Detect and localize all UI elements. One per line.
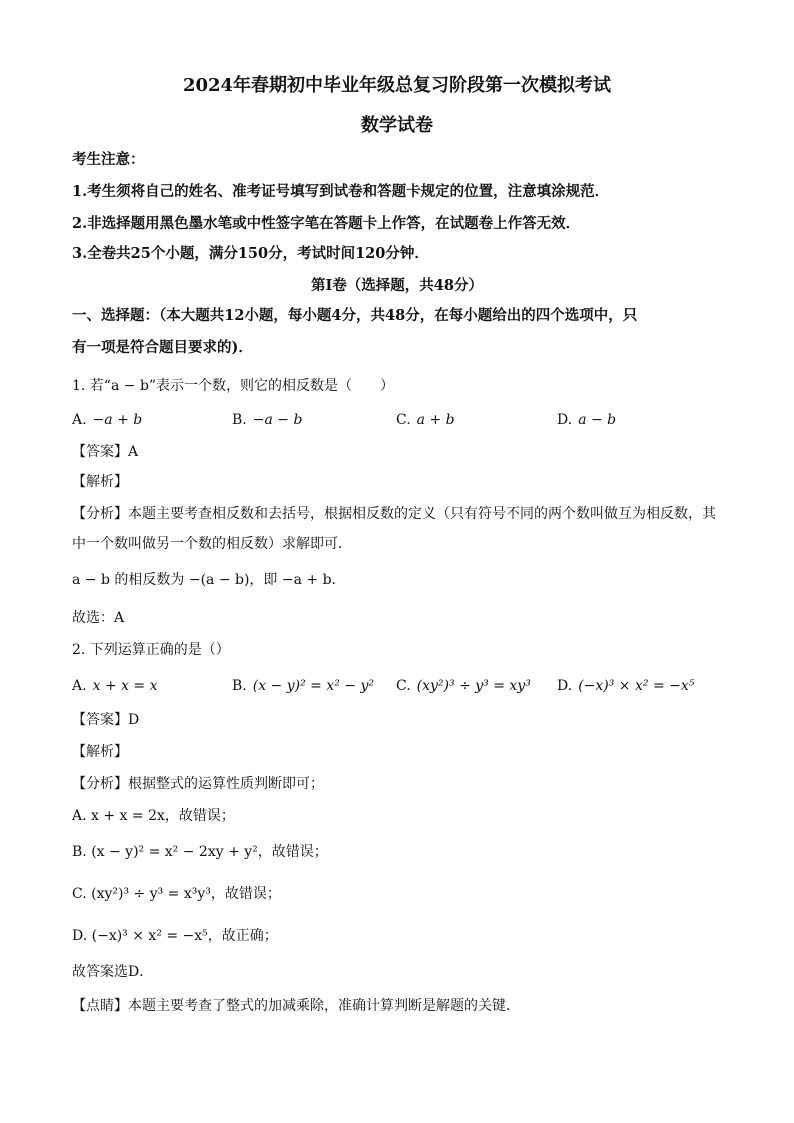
q2-option-c bbox=[396, 676, 531, 696]
q1-option-c bbox=[396, 410, 455, 430]
section-heading-line1: 一、选择题：（本大题共12小题，每小题4分，共48分，在每小题给出的四个选项中，只 bbox=[72, 307, 638, 324]
q1-analysis-tag: 【解析】 bbox=[72, 474, 128, 490]
q1-option-c-expr: a + b bbox=[416, 412, 455, 428]
q2-answer: 【答案】D bbox=[72, 712, 140, 728]
q2-option-a-label: A. bbox=[72, 678, 87, 694]
q2-option-d-expr: (−x)³ × x² = −x⁵ bbox=[578, 678, 695, 694]
q2-choice: 故答案选D． bbox=[72, 964, 154, 980]
q1-analysis-line2: 中一个数叫做另一个数的相反数）求解即可． bbox=[72, 536, 352, 552]
notice-item-1: 1.考生须将自己的姓名、准考证号填写到试卷和答题卡规定的位置，注意填涂规范． bbox=[72, 183, 610, 200]
section-heading-line2: 有一项是符合题目要求的)． bbox=[72, 339, 253, 356]
q2-option-a-expr: x + x = x bbox=[92, 678, 158, 694]
q1-option-b-expr: −a − b bbox=[252, 412, 303, 428]
q1-option-a bbox=[72, 410, 142, 430]
q1-option-a-expr: −a + b bbox=[92, 412, 143, 428]
q1-option-a-label: A. bbox=[72, 412, 87, 428]
notice-heading: 考生注意： bbox=[72, 151, 145, 168]
q2-option-b bbox=[232, 676, 374, 696]
q2-option-c-label: C. bbox=[396, 678, 411, 694]
q1-stem: 1. 若“a − b”表示一个数，则它的相反数是（ ） bbox=[72, 378, 395, 394]
q2-option-d bbox=[557, 676, 694, 696]
q1-option-b bbox=[232, 410, 302, 430]
q1-option-c-label: C. bbox=[396, 412, 411, 428]
q2-analysis-tag: 【解析】 bbox=[72, 744, 128, 760]
q2-option-a bbox=[72, 676, 158, 696]
q2-option-c-expr: (xy²)³ ÷ y³ = xy³ bbox=[416, 678, 531, 694]
q2-option-b-expr: (x − y)² = x² − y² bbox=[252, 678, 375, 694]
notice-item-3: 3.全卷共25个小题，满分150分，考试时间120分钟． bbox=[72, 245, 429, 262]
q2-analysis-line1: 【分析】根据整式的运算性质判断即可； bbox=[72, 776, 324, 792]
notice-item-2: 2.非选择题用黑色墨水笔或中性签字笔在答题卡上作答，在试题卷上作答无效． bbox=[72, 215, 581, 232]
q1-option-d-expr: a − b bbox=[578, 412, 617, 428]
q2-option-b-label: B. bbox=[232, 678, 247, 694]
q1-work: a − b 的相反数为 −(a − b)，即 −a + b． bbox=[72, 572, 346, 588]
q2-comment: 【点睛】本题主要考查了整式的加减乘除，准确计算判断是解题的关键． bbox=[72, 998, 520, 1014]
q2-step-a: A. x + x = 2x，故错误； bbox=[72, 808, 235, 824]
q1-analysis-line1: 【分析】本题主要考查相反数和去括号，根据相反数的定义（只有符号不同的两个数叫做互为相反数，其 bbox=[72, 506, 716, 522]
q1-choice: 故选：A bbox=[72, 610, 125, 626]
part-title: 第Ⅰ卷（选择题，共48分） bbox=[311, 277, 483, 294]
q2-step-c: C. (xy²)³ ÷ y³ = x³y³，故错误； bbox=[72, 886, 281, 902]
exam-subtitle: 数学试卷 bbox=[361, 115, 433, 136]
q2-step-d: D. (−x)³ × x² = −x⁵，故正确； bbox=[72, 928, 278, 944]
q1-option-b-label: B. bbox=[232, 412, 247, 428]
q2-option-d-label: D. bbox=[557, 678, 573, 694]
exam-title: 2024年春期初中毕业年级总复习阶段第一次模拟考试 bbox=[182, 75, 612, 96]
q1-option-d bbox=[557, 410, 616, 430]
q2-step-b: B. (x − y)² = x² − 2xy + y²，故错误； bbox=[72, 844, 328, 860]
q1-answer: 【答案】A bbox=[72, 444, 139, 460]
q1-option-d-label: D. bbox=[557, 412, 573, 428]
q2-stem: 2. 下列运算正确的是（） bbox=[72, 642, 230, 658]
